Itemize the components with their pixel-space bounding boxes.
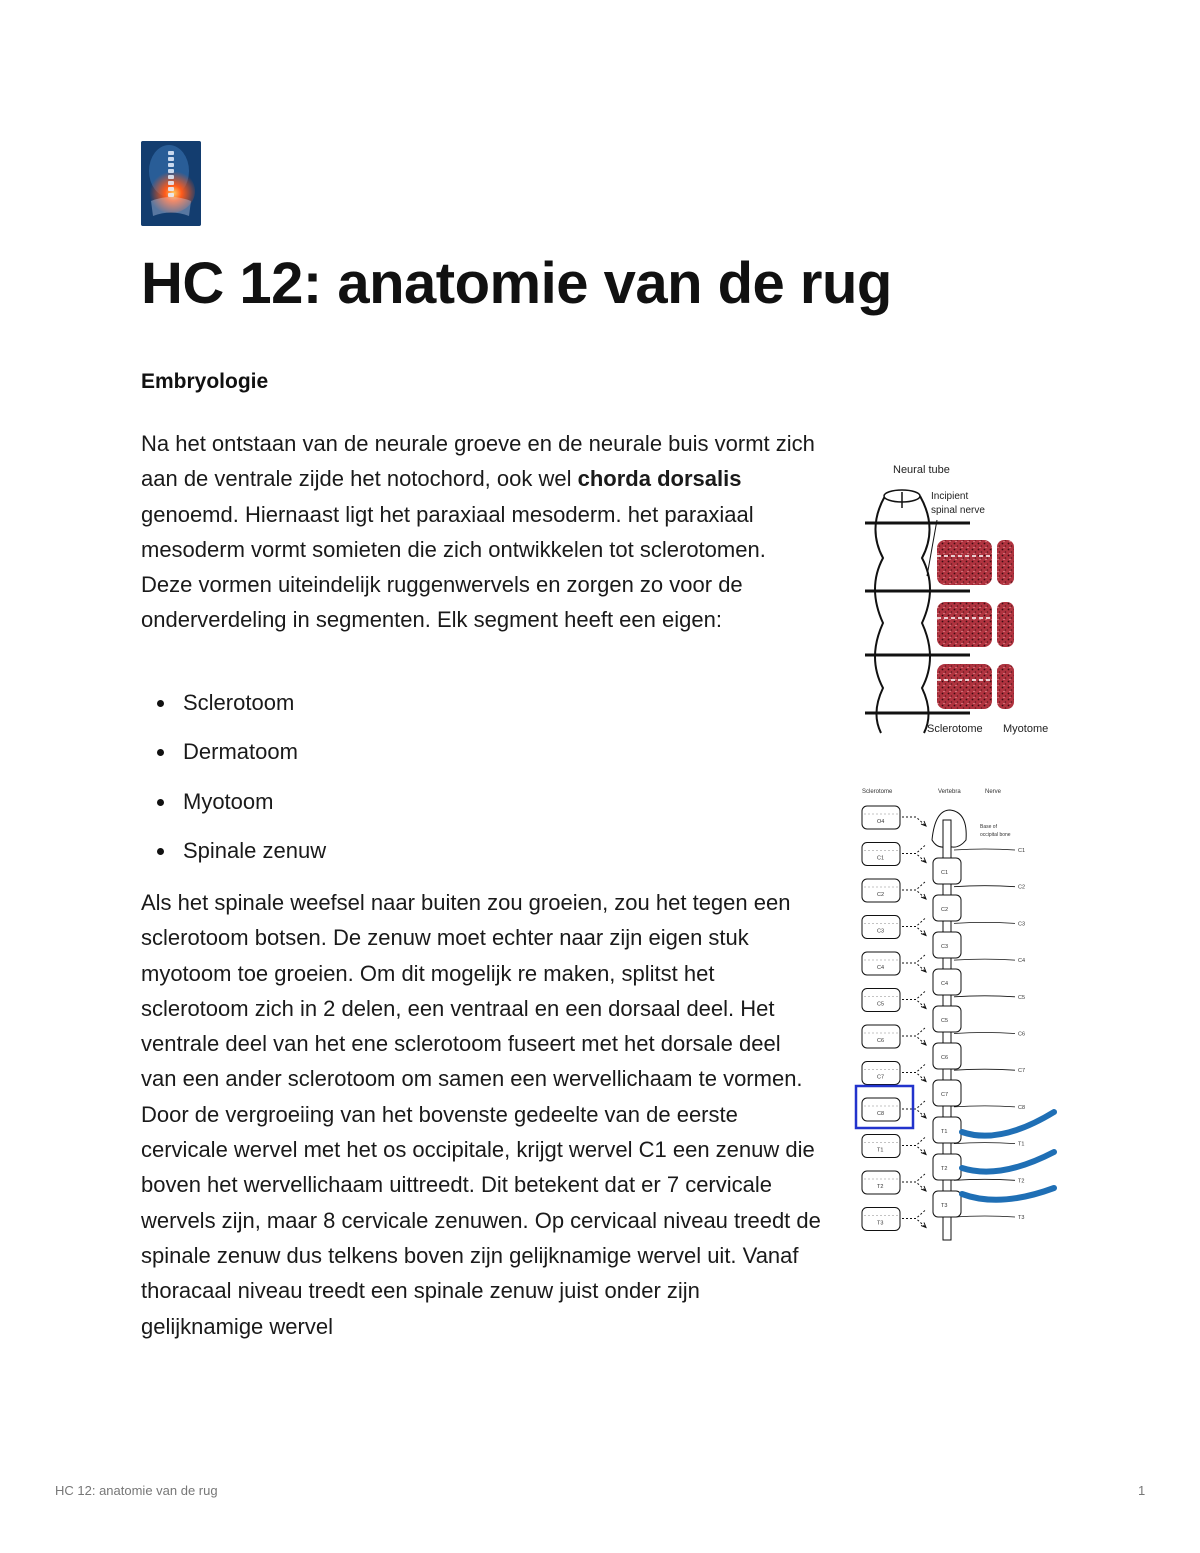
arrow <box>902 954 926 963</box>
page-number: 1 <box>1138 1483 1146 1498</box>
list-item: Myotoom <box>141 783 326 832</box>
nerve-label: T1 <box>1018 1141 1025 1148</box>
sclerotome-box <box>862 879 900 902</box>
segmentation-diagram <box>850 780 1065 1250</box>
sclerotome-box <box>862 989 900 1012</box>
sclerotome-box <box>862 1098 900 1121</box>
header-sclerotome: Sclerotome <box>862 789 893 795</box>
sclerotome-box <box>862 806 900 829</box>
vertebra-label: C6 <box>941 1055 949 1061</box>
vertebra-label: C2 <box>941 907 949 913</box>
paragraph-intro-text-2: genoemd. Hiernaast ligt het paraxiaal mesoderm. het paraxiaal mesoderm vormt somieten die zich ontwikkelen tot sclerotomen. Deze vormen uiteindelijk ruggenwervels en zorgen zo voor de onderverdeling in segmenten. Elk segment heeft een eigen: <box>141 501 766 633</box>
sclerotome-label: C2 <box>877 892 885 898</box>
nerve-label: C7 <box>1018 1068 1026 1075</box>
paragraph-intro-text-1: Na het ontstaan van de neurale groeve en de neurale buis vormt zich aan de ventrale zijde het notochord, ook wel <box>141 431 815 492</box>
sclerotome-label: C8 <box>877 1111 885 1117</box>
sclerotome-box <box>862 1062 900 1085</box>
vertebra-label: T1 <box>941 1129 948 1135</box>
figure-neural-tube <box>845 458 1060 743</box>
vertebra-label: C4 <box>941 981 949 987</box>
sclerotome-box <box>862 1208 900 1231</box>
bold-term: chorda dorsalis <box>577 466 742 492</box>
nerve-line <box>954 996 1015 997</box>
header-vertebra: Vertebra <box>938 789 961 795</box>
label-sclerotome: Sclerotome <box>927 723 983 735</box>
paragraph-development: Als het spinale weefsel naar buiten zou groeien, zou het tegen een sclerotoom botsen. De zenuw moet echter naar zijn eigen stuk myotoom toe groeien. Om dit mogelijk re maken, splitst het sclerotoom zich in 2 delen, een ventraal en een dorsaal deel. Het ventrale deel van het ene sclerotoom fuseert met het dorsale deel van een ander sclerotoom om samen een wervellichaam te vormen. Door de vergroeiing van het bovenste gedeelte van de eerste cervicale wervel met het os occipitale, krijgt wervel C1 een zenuw die boven het wervellichaam uittreedt. Dit betekent dat er 7 cervicale wervels zijn, maar 8 cervicale zenuwen. Op cervicaal niveau treedt de spinale zenuw dus telkens boven zijn gelijknamige wervel uit. Vanaf thoracaal niveau treedt een spinale zenuw juist onder zijn gelijknamige wervel <box>141 890 821 1339</box>
label-neural-tube: Neural tube <box>893 464 950 476</box>
note-occipital-2: occipital bone <box>980 832 1011 838</box>
list-item: Spinale zenuw <box>141 832 326 881</box>
sclerotome-box <box>862 1135 900 1158</box>
nerve-line <box>954 922 1015 923</box>
nerve-line <box>954 1106 1015 1107</box>
sclerotome-label: C5 <box>877 1001 885 1008</box>
label-incipient-1: Incipient <box>931 491 969 502</box>
nerve-label: C5 <box>1018 994 1026 1001</box>
nerve-label: T3 <box>1018 1215 1025 1221</box>
nerve-line <box>954 849 1015 850</box>
arrow <box>902 1027 926 1036</box>
vertebra-label: C3 <box>941 944 949 950</box>
sclerotome-box <box>862 843 900 866</box>
arrow <box>902 881 926 890</box>
sclerotome-box <box>862 916 900 939</box>
sclerotome-label: C3 <box>877 928 885 935</box>
vertebra-label: C7 <box>941 1092 949 1098</box>
page-title: HC 12: anatomie van de rug <box>141 251 892 316</box>
blue-stroke <box>962 1112 1054 1136</box>
arrow <box>902 918 926 927</box>
vertebra-label: C5 <box>941 1018 949 1024</box>
nerve-label: T2 <box>1018 1178 1025 1185</box>
blue-stroke <box>962 1152 1054 1172</box>
sclerotome-label: T3 <box>877 1220 884 1227</box>
list-item: Dermatoom <box>141 733 326 782</box>
nerve-line <box>954 959 1015 960</box>
nerve-label: C2 <box>1018 884 1026 891</box>
vertebra-label: T2 <box>941 1166 948 1172</box>
sclerotome-label: C1 <box>877 855 885 862</box>
label-incipient-2: spinal nerve <box>931 505 985 516</box>
arrow <box>902 1210 926 1219</box>
arrow <box>902 991 926 1000</box>
nerve-label: C3 <box>1018 921 1026 928</box>
sclerotome-box <box>862 952 900 975</box>
blue-stroke <box>962 1188 1054 1200</box>
section-heading: Embryologie <box>141 370 269 393</box>
bullet-list <box>141 684 326 881</box>
sclerotome-label: C4 <box>877 965 885 971</box>
sclerotome-label: O4 <box>877 819 885 825</box>
nerve-line <box>954 1033 1015 1034</box>
header-nerve: Nerve <box>985 789 1002 795</box>
arrow <box>902 1064 926 1073</box>
nerve-line <box>954 1216 1015 1217</box>
nerve-label: C4 <box>1018 958 1026 965</box>
sclerotome-label: C6 <box>877 1038 885 1044</box>
nerve-label: C1 <box>1018 848 1026 854</box>
nerve-line <box>954 1069 1015 1070</box>
arrow <box>902 1137 926 1146</box>
nerve-line <box>954 1179 1015 1180</box>
nerve-label: C6 <box>1018 1031 1026 1038</box>
vertebra-label: T3 <box>941 1203 948 1209</box>
nerve-label: C8 <box>1018 1104 1026 1111</box>
sclerotome-box <box>862 1171 900 1194</box>
arrow <box>902 1173 926 1182</box>
label-myotome: Myotome <box>1003 723 1049 735</box>
sclerotome-label: T1 <box>877 1147 884 1154</box>
footer-title: HC 12: anatomie van de rug <box>55 1483 218 1498</box>
sclerotome-label: T2 <box>877 1184 884 1190</box>
note-occipital-1: Base of <box>980 824 997 830</box>
vertebra-label: C1 <box>941 870 949 876</box>
figure-segmentation <box>850 780 1065 1250</box>
nerve-line <box>954 886 1015 887</box>
cover-image <box>141 141 201 226</box>
sclerotome-box <box>862 1025 900 1048</box>
paragraph-intro <box>141 426 821 638</box>
list-item: Sclerotoom <box>141 684 326 733</box>
nerve-line <box>954 1143 1015 1144</box>
arrow <box>902 845 926 854</box>
sclerotome-label: C7 <box>877 1074 885 1081</box>
